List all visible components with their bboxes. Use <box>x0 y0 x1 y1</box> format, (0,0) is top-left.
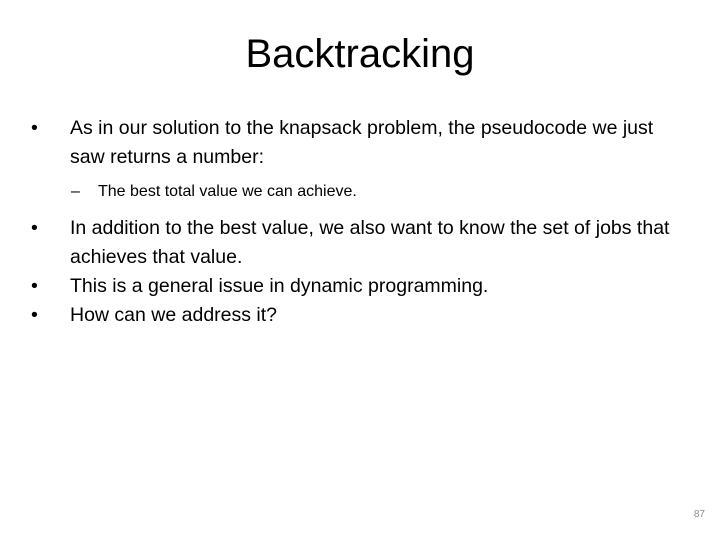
bullet-list <box>30 114 690 330</box>
bullet-marker: • <box>31 304 38 326</box>
bullet-marker: • <box>31 117 38 139</box>
bullet-item-2 <box>30 214 690 272</box>
sub-bullet-text: The best total value we can achieve. <box>98 183 357 200</box>
bullet-marker: • <box>31 217 38 239</box>
sub-bullet-item-1 <box>30 181 690 203</box>
bullet-text: In addition to the best value, we also want to know the set of jobs that achieves that value. <box>70 217 670 268</box>
sub-bullet-marker: – <box>71 183 80 200</box>
bullet-item-1 <box>30 114 690 172</box>
bullet-text: How can we address it? <box>70 304 278 326</box>
slide-title: Backtracking <box>245 32 475 76</box>
bullet-item-3 <box>30 272 690 301</box>
bullet-text: This is a general issue in dynamic programming. <box>70 275 489 297</box>
page-number: 87 <box>693 509 705 520</box>
bullet-text: As in our solution to the knapsack problem, the pseudocode we just saw returns a number: <box>70 117 654 168</box>
bullet-marker: • <box>31 275 38 297</box>
bullet-item-4 <box>30 301 690 330</box>
